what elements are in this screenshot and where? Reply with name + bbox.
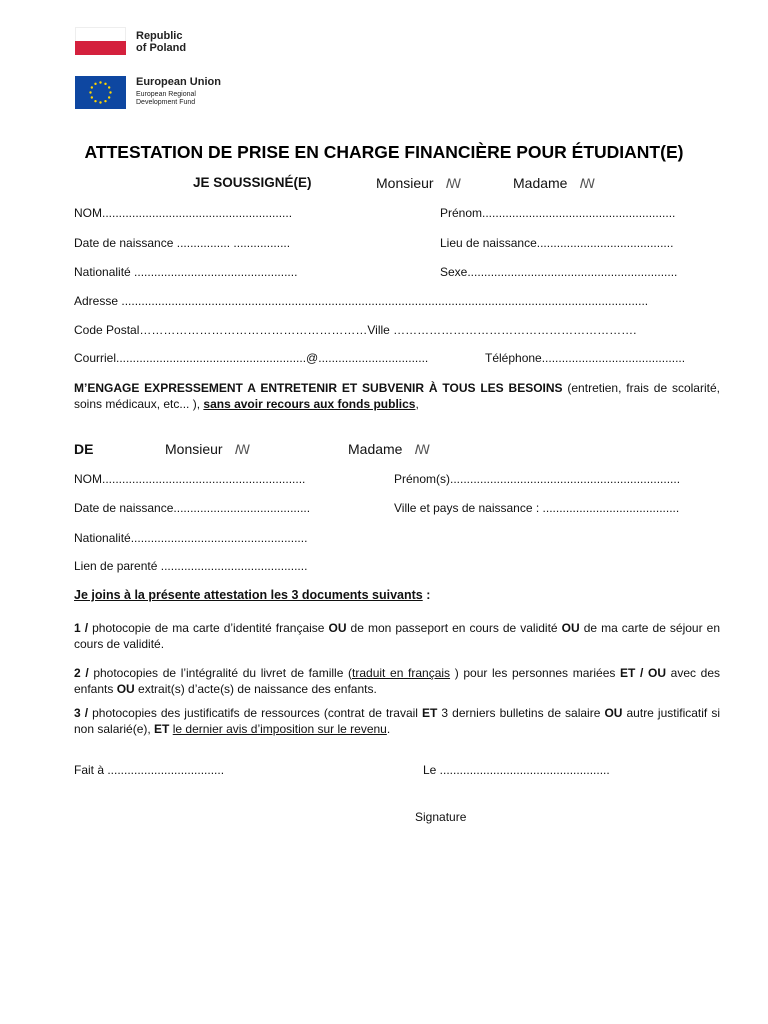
lien-parente-field[interactable]: Lien de parenté ............................................ [74, 559, 308, 573]
signature-label: Signature [415, 810, 467, 824]
eu-star [104, 100, 106, 102]
eu-star [94, 100, 96, 102]
telephone-field[interactable]: Téléphone........................................... [485, 351, 686, 365]
adresse-field[interactable]: Adresse .............................................................................................................................................................. [74, 294, 649, 308]
eu-star [104, 83, 106, 85]
code-postal-ville-field[interactable]: Code Postal…………………………………………………Ville ……………………………………………………. [74, 323, 637, 337]
date-le-field[interactable]: Le ................................................... [423, 763, 610, 777]
eu-star [89, 91, 91, 93]
hatched-box-icon[interactable]: ꟿ [414, 442, 431, 457]
ville-pays-naissance-field[interactable]: Ville et pays de naissance : ......................................... [394, 501, 680, 515]
eu-star [99, 101, 101, 103]
de-heading: DE [74, 441, 94, 457]
poland-flag-logo [75, 27, 126, 55]
prenoms-field-2[interactable]: Prénom(s)..................................................................... [394, 472, 681, 486]
nom-field[interactable]: NOM......................................................... [74, 206, 293, 220]
eu-star [91, 86, 93, 88]
document-title: ATTESTATION DE PRISE EN CHARGE FINANCIÈRE POUR ÉTUDIANT(E) [84, 142, 684, 162]
eu-logo-subtitle: European Regional Development Fund [136, 91, 196, 106]
nationalite-field[interactable]: Nationalité ................................................. [74, 265, 298, 279]
monsieur-option-1[interactable] [376, 175, 461, 192]
lieu-naissance-field[interactable]: Lieu de naissance......................................... [440, 236, 674, 250]
document-item-2: 2 / photocopies de l’intégralité du livret de famille (traduit en français ) pour les personnes mariées ET / OU avec des enfants OU extrait(s) d’acte(s) de naissance des enfants. [74, 666, 721, 696]
eu-star [109, 91, 111, 93]
hatched-box-icon[interactable]: ꟿ [445, 176, 462, 191]
monsieur-label: Monsieur [165, 441, 223, 457]
nationalite-field-2[interactable]: Nationalité..................................................... [74, 531, 308, 545]
nom-field-2[interactable]: NOM............................................................. [74, 472, 306, 486]
eu-logo-title: European Union [136, 76, 221, 88]
eu-star [94, 83, 96, 85]
je-soussigne-heading: JE SOUSSIGNÉ(E) [193, 175, 312, 190]
documents-heading: Je joins à la présente attestation les 3 documents suivants : [74, 588, 431, 602]
date-naissance-field-2[interactable]: Date de naissance......................................... [74, 501, 311, 515]
eu-star [108, 86, 110, 88]
eu-star [99, 81, 101, 83]
madame-option-1[interactable] [513, 175, 595, 192]
poland-logo-text: Republic of Poland [136, 30, 187, 54]
courriel-field[interactable]: Courriel.........................................................@................................. [74, 351, 429, 365]
document-item-1: 1 / photocopie de ma carte d’identité française OU de mon passeport en cours de validité OU de ma carte de séjour en cours de validité. [74, 621, 720, 651]
date-naissance-field[interactable]: Date de naissance ................ ................. [74, 236, 291, 250]
monsieur-label: Monsieur [376, 175, 434, 191]
document-item-3: 3 / photocopies des justificatifs de ressources (contrat de travail ET 3 derniers bulletins de salaire OU autre justificatif si non salarié(e), ET le dernier avis d’imposition sur le revenu. [74, 706, 720, 736]
madame-label: Madame [348, 441, 403, 457]
hatched-box-icon[interactable]: ꟿ [579, 176, 596, 191]
madame-label: Madame [513, 175, 568, 191]
monsieur-option-2[interactable] [165, 441, 250, 458]
eu-star [91, 96, 93, 98]
commitment-paragraph: M’ENGAGE EXPRESSEMENT A ENTRETENIR ET SUBVENIR À TOUS LES BESOINS (entretien, frais de scolarité, soins médicaux, etc... ), sans avoir recours aux fonds publics, [74, 381, 720, 411]
hatched-box-icon[interactable]: ꟿ [234, 442, 251, 457]
fait-a-field[interactable]: Fait à ................................... [74, 763, 225, 777]
madame-option-2[interactable] [348, 441, 430, 458]
eu-star [108, 96, 110, 98]
sexe-field[interactable]: Sexe............................................................... [440, 265, 678, 279]
eu-flag-logo [75, 76, 126, 109]
prenom-field[interactable]: Prénom.......................................................... [440, 206, 676, 220]
